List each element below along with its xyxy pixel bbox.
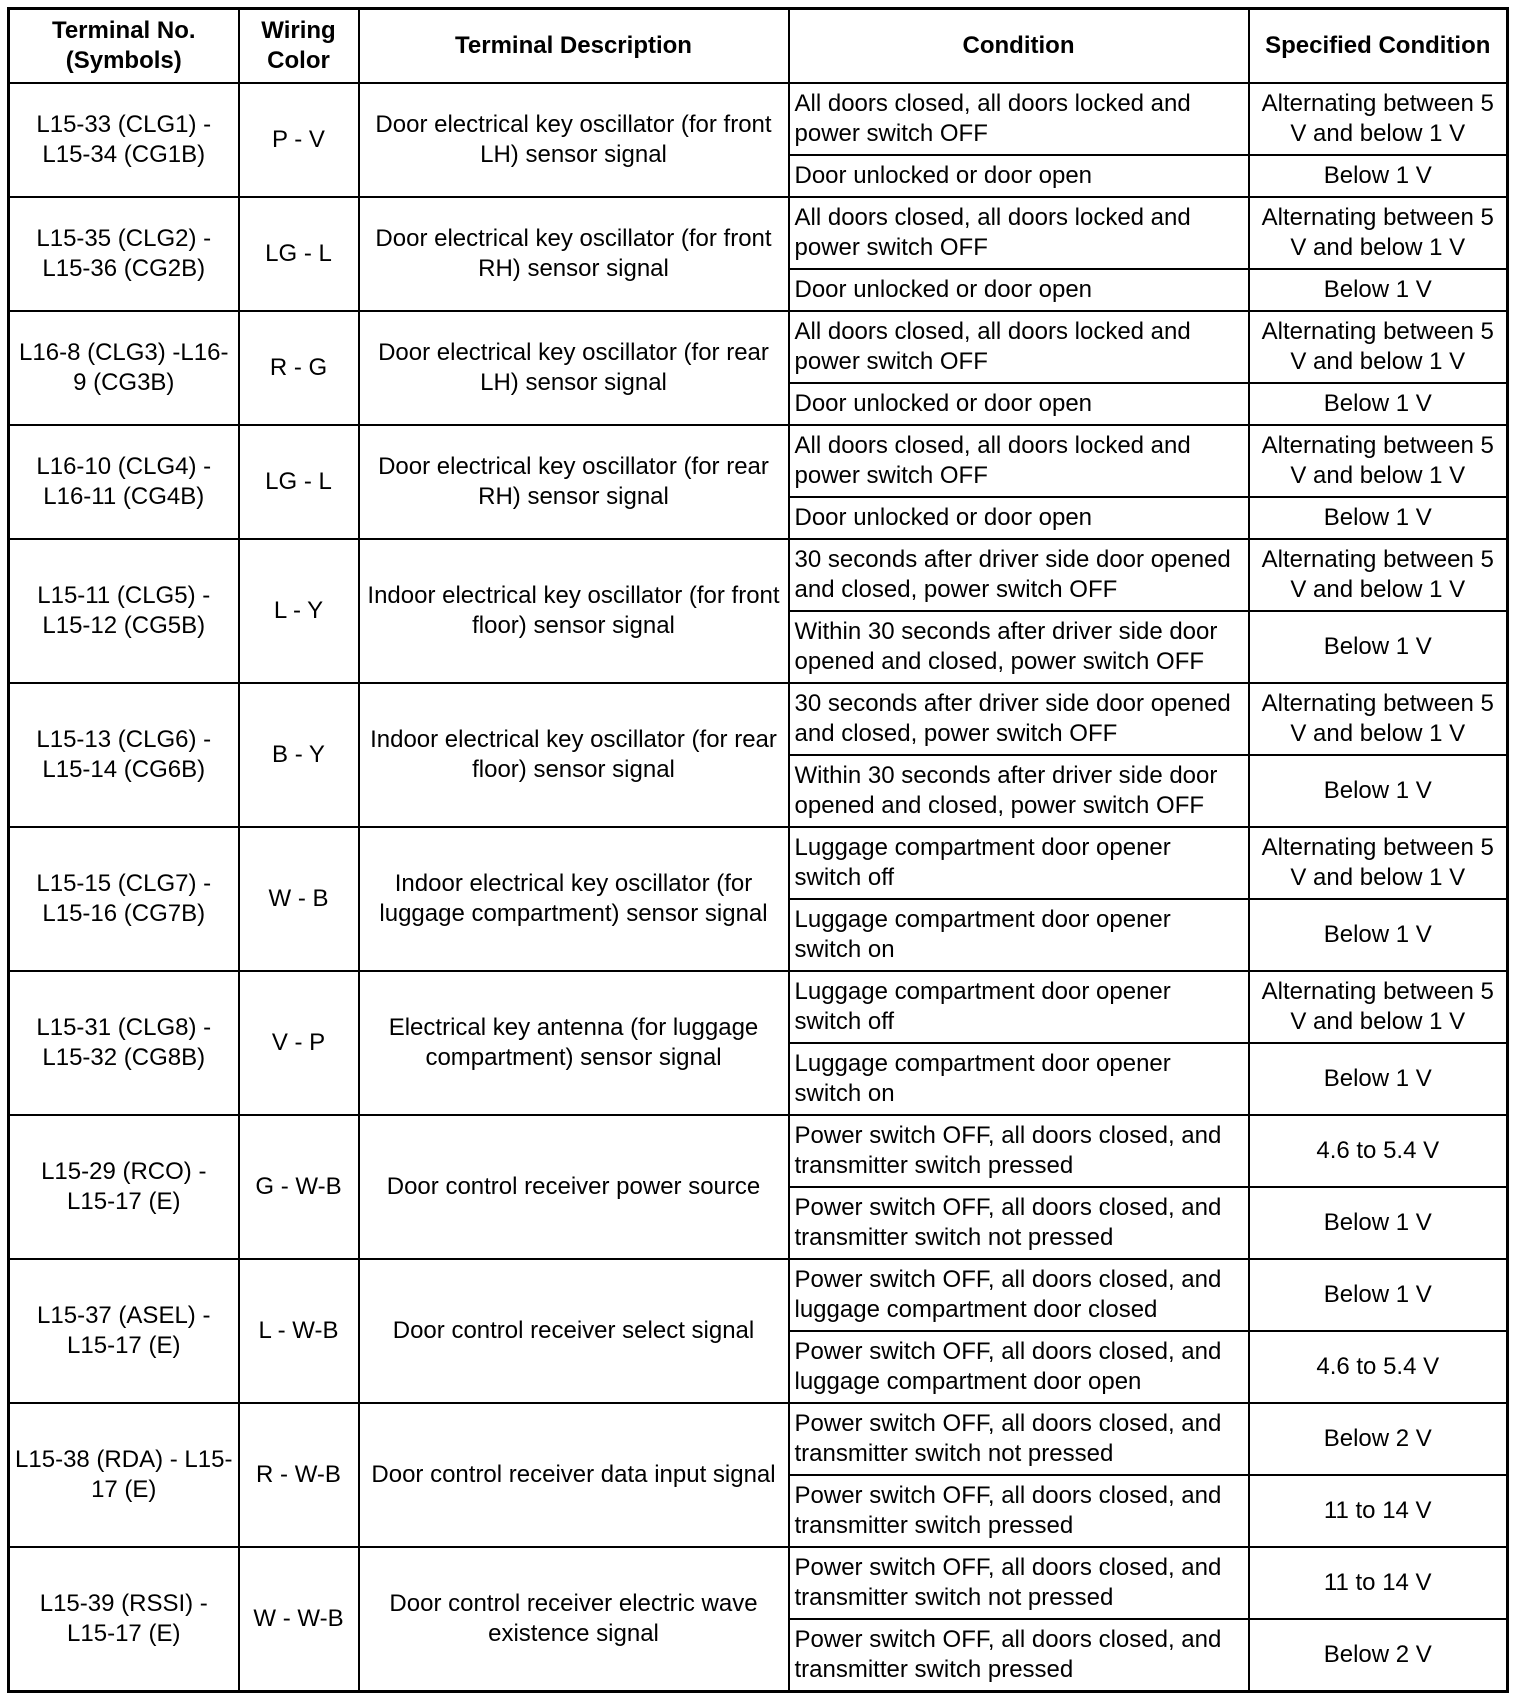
condition-cell: Within 30 seconds after driver side door opened and closed, power switch OFF (789, 611, 1249, 683)
description-cell: Door electrical key oscillator (for rear RH) sensor signal (359, 425, 789, 539)
condition-cell: Power switch OFF, all doors closed, and luggage compartment door closed (789, 1259, 1249, 1331)
header-terminal: Terminal No. (Symbols) (9, 9, 239, 84)
wiring-color-cell: G - W-B (239, 1115, 359, 1259)
specified-condition-cell: Below 2 V (1249, 1403, 1508, 1475)
specified-condition-cell: Below 2 V (1249, 1619, 1508, 1691)
wiring-color-cell: P - V (239, 83, 359, 197)
table-row (9, 197, 1508, 269)
specified-condition-cell: Alternating between 5 V and below 1 V (1249, 827, 1508, 899)
description-cell: Indoor electrical key oscillator (for luggage compartment) sensor signal (359, 827, 789, 971)
terminal-cell: L16-10 (CLG4) - L16-11 (CG4B) (9, 425, 239, 539)
header-terminal-description: Terminal Description (359, 9, 789, 84)
table-row (9, 827, 1508, 899)
wiring-color-cell: R - G (239, 311, 359, 425)
table-row (9, 1259, 1508, 1331)
condition-cell: Power switch OFF, all doors closed, and transmitter switch pressed (789, 1619, 1249, 1691)
table-row (9, 1403, 1508, 1475)
condition-cell: Power switch OFF, all doors closed, and transmitter switch pressed (789, 1115, 1249, 1187)
condition-cell: Power switch OFF, all doors closed, and luggage compartment door open (789, 1331, 1249, 1403)
terminal-cell: L15-13 (CLG6) - L15-14 (CG6B) (9, 683, 239, 827)
description-cell: Door electrical key oscillator (for rear LH) sensor signal (359, 311, 789, 425)
wiring-color-cell: L - W-B (239, 1259, 359, 1403)
terminal-spec-table (7, 7, 1509, 1693)
table-row (9, 1547, 1508, 1619)
description-cell: Door control receiver data input signal (359, 1403, 789, 1547)
terminal-cell: L15-31 (CLG8) - L15-32 (CG8B) (9, 971, 239, 1115)
description-cell: Indoor electrical key oscillator (for front floor) sensor signal (359, 539, 789, 683)
condition-cell: Luggage compartment door opener switch on (789, 1043, 1249, 1115)
specified-condition-cell: Alternating between 5 V and below 1 V (1249, 683, 1508, 755)
specified-condition-cell: 4.6 to 5.4 V (1249, 1331, 1508, 1403)
condition-cell: All doors closed, all doors locked and power switch OFF (789, 311, 1249, 383)
description-cell: Door electrical key oscillator (for front RH) sensor signal (359, 197, 789, 311)
condition-cell: Door unlocked or door open (789, 383, 1249, 425)
specified-condition-cell: Below 1 V (1249, 899, 1508, 971)
specified-condition-cell: 11 to 14 V (1249, 1475, 1508, 1547)
specified-condition-cell: Alternating between 5 V and below 1 V (1249, 425, 1508, 497)
table-header-row (9, 9, 1508, 84)
specified-condition-cell: Below 1 V (1249, 155, 1508, 197)
condition-cell: 30 seconds after driver side door opened and closed, power switch OFF (789, 683, 1249, 755)
terminal-spec-sheet (7, 7, 1509, 1693)
specified-condition-cell: 11 to 14 V (1249, 1547, 1508, 1619)
table-row (9, 83, 1508, 155)
condition-cell: 30 seconds after driver side door opened and closed, power switch OFF (789, 539, 1249, 611)
specified-condition-cell: Below 1 V (1249, 383, 1508, 425)
specified-condition-cell: Below 1 V (1249, 497, 1508, 539)
description-cell: Electrical key antenna (for luggage compartment) sensor signal (359, 971, 789, 1115)
specified-condition-cell: Below 1 V (1249, 755, 1508, 827)
terminal-cell: L15-38 (RDA) - L15-17 (E) (9, 1403, 239, 1547)
specified-condition-cell: Alternating between 5 V and below 1 V (1249, 539, 1508, 611)
condition-cell: Power switch OFF, all doors closed, and transmitter switch pressed (789, 1475, 1249, 1547)
condition-cell: Power switch OFF, all doors closed, and transmitter switch not pressed (789, 1403, 1249, 1475)
terminal-cell: L16-8 (CLG3) -L16-9 (CG3B) (9, 311, 239, 425)
specified-condition-cell: Alternating between 5 V and below 1 V (1249, 197, 1508, 269)
table-row (9, 311, 1508, 383)
condition-cell: Within 30 seconds after driver side door opened and closed, power switch OFF (789, 755, 1249, 827)
header-wiring-color: Wiring Color (239, 9, 359, 84)
wiring-color-cell: LG - L (239, 197, 359, 311)
header-condition: Condition (789, 9, 1249, 84)
terminal-cell: L15-37 (ASEL) - L15-17 (E) (9, 1259, 239, 1403)
condition-cell: Luggage compartment door opener switch on (789, 899, 1249, 971)
condition-cell: All doors closed, all doors locked and power switch OFF (789, 425, 1249, 497)
condition-cell: Luggage compartment door opener switch off (789, 827, 1249, 899)
terminal-cell: L15-35 (CLG2) - L15-36 (CG2B) (9, 197, 239, 311)
terminal-cell: L15-29 (RCO) - L15-17 (E) (9, 1115, 239, 1259)
condition-cell: All doors closed, all doors locked and power switch OFF (789, 83, 1249, 155)
table-row (9, 1115, 1508, 1187)
specified-condition-cell: Alternating between 5 V and below 1 V (1249, 311, 1508, 383)
condition-cell: Power switch OFF, all doors closed, and transmitter switch not pressed (789, 1547, 1249, 1619)
condition-cell: All doors closed, all doors locked and power switch OFF (789, 197, 1249, 269)
table-row (9, 683, 1508, 755)
description-cell: Indoor electrical key oscillator (for rear floor) sensor signal (359, 683, 789, 827)
condition-cell: Door unlocked or door open (789, 269, 1249, 311)
specified-condition-cell: Below 1 V (1249, 269, 1508, 311)
wiring-color-cell: V - P (239, 971, 359, 1115)
terminal-cell: L15-33 (CLG1) - L15-34 (CG1B) (9, 83, 239, 197)
terminal-cell: L15-39 (RSSI) - L15-17 (E) (9, 1547, 239, 1691)
description-cell: Door control receiver power source (359, 1115, 789, 1259)
specified-condition-cell: Alternating between 5 V and below 1 V (1249, 971, 1508, 1043)
description-cell: Door electrical key oscillator (for front LH) sensor signal (359, 83, 789, 197)
wiring-color-cell: R - W-B (239, 1403, 359, 1547)
terminal-cell: L15-11 (CLG5) - L15-12 (CG5B) (9, 539, 239, 683)
specified-condition-cell: Alternating between 5 V and below 1 V (1249, 83, 1508, 155)
specified-condition-cell: Below 1 V (1249, 611, 1508, 683)
condition-cell: Door unlocked or door open (789, 155, 1249, 197)
header-specified-condition: Specified Condition (1249, 9, 1508, 84)
specified-condition-cell: 4.6 to 5.4 V (1249, 1115, 1508, 1187)
description-cell: Door control receiver select signal (359, 1259, 789, 1403)
wiring-color-cell: LG - L (239, 425, 359, 539)
wiring-color-cell: L - Y (239, 539, 359, 683)
condition-cell: Power switch OFF, all doors closed, and transmitter switch not pressed (789, 1187, 1249, 1259)
table-row (9, 539, 1508, 611)
specified-condition-cell: Below 1 V (1249, 1043, 1508, 1115)
specified-condition-cell: Below 1 V (1249, 1187, 1508, 1259)
terminal-cell: L15-15 (CLG7) - L15-16 (CG7B) (9, 827, 239, 971)
description-cell: Door control receiver electric wave existence signal (359, 1547, 789, 1691)
table-row (9, 425, 1508, 497)
condition-cell: Luggage compartment door opener switch off (789, 971, 1249, 1043)
condition-cell: Door unlocked or door open (789, 497, 1249, 539)
specified-condition-cell: Below 1 V (1249, 1259, 1508, 1331)
wiring-color-cell: W - B (239, 827, 359, 971)
table-row (9, 971, 1508, 1043)
wiring-color-cell: W - W-B (239, 1547, 359, 1691)
wiring-color-cell: B - Y (239, 683, 359, 827)
